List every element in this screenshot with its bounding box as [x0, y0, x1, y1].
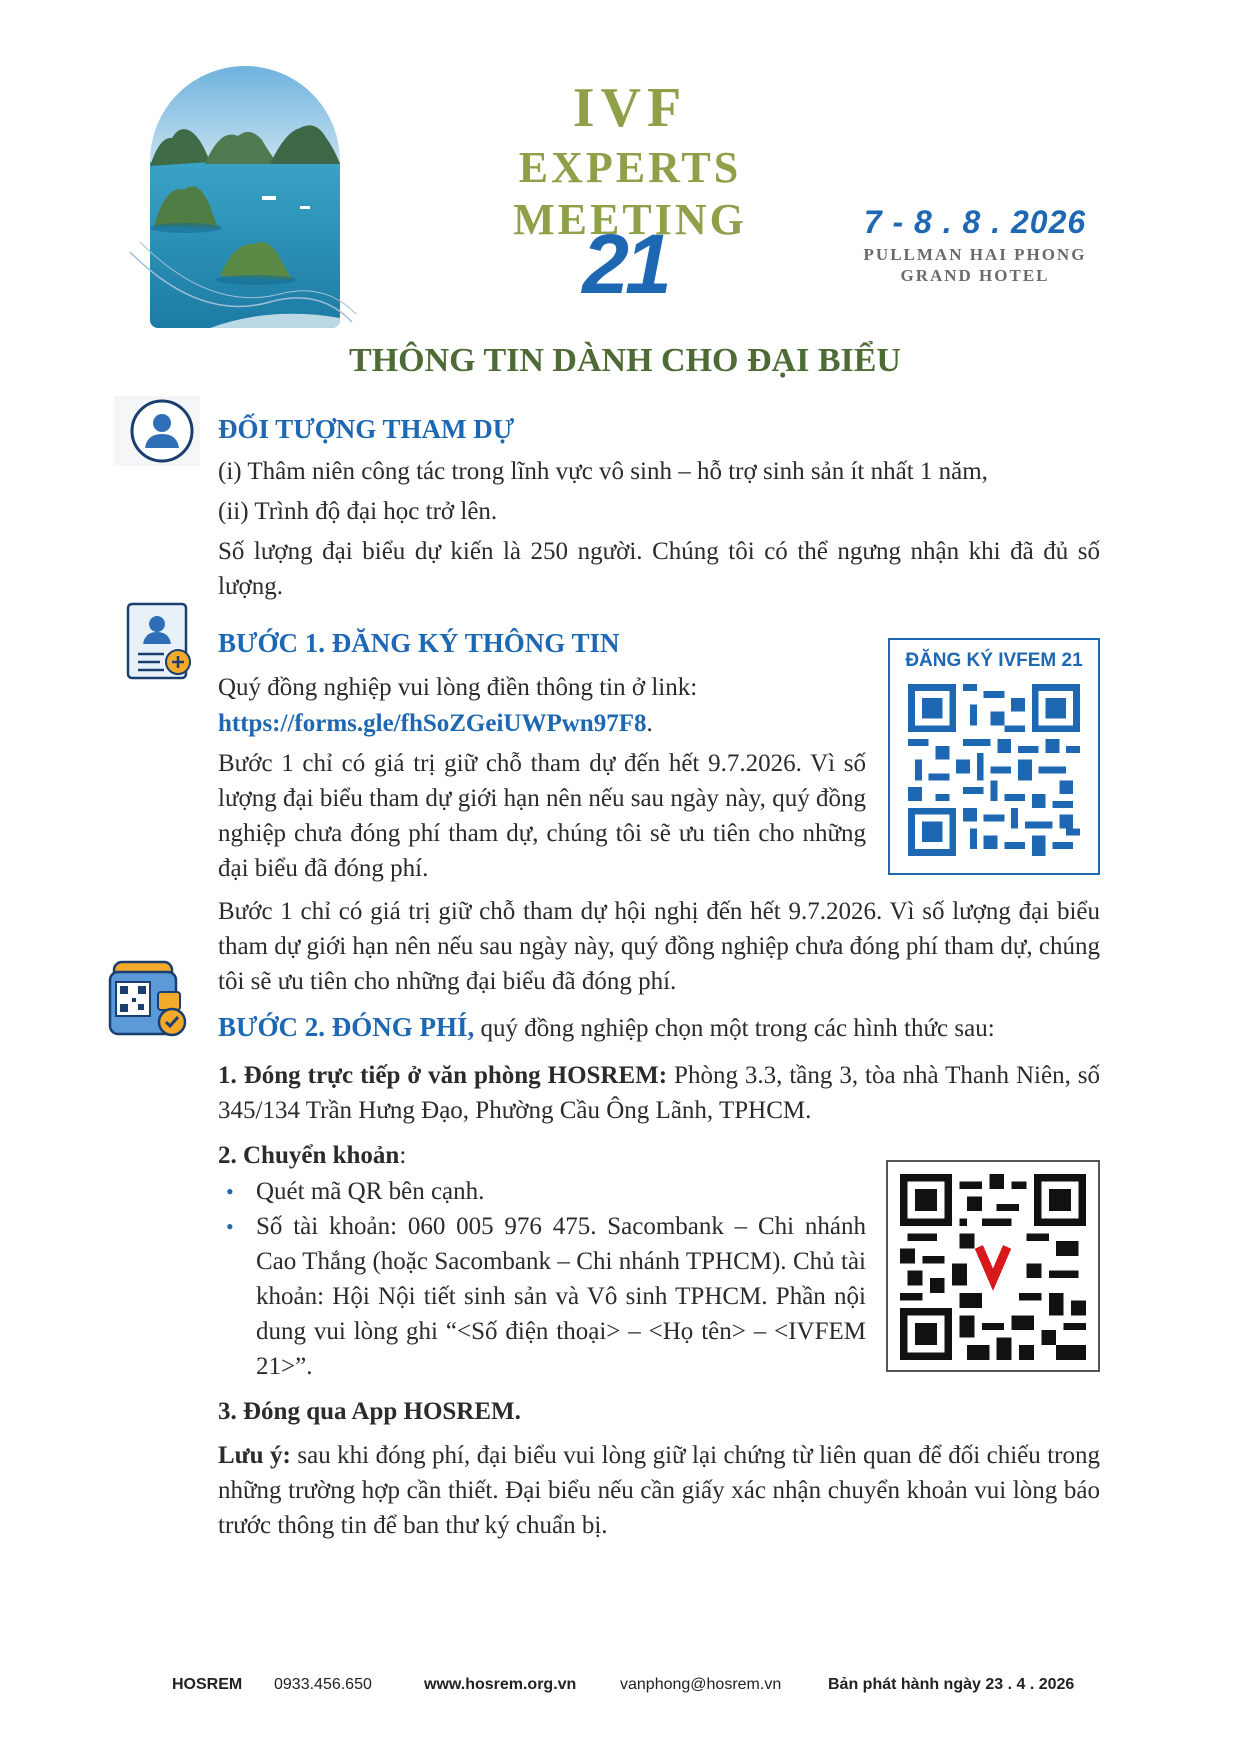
event-edition-number: 21	[582, 217, 668, 311]
registration-link[interactable]: https://forms.gle/fhSoZGeiUWPwn97F8	[218, 710, 647, 737]
footer-phone: 0933.456.650	[274, 1676, 372, 1693]
payment-note-label: Lưu ý:	[218, 1442, 291, 1469]
event-title-experts: EXPERTS	[518, 143, 742, 192]
audience-criterion-2: (ii) Trình độ đại học trở lên.	[218, 498, 498, 525]
step2-heading-rest: quý đồng nghiệp chọn một trong các hình thức sau:	[474, 1015, 995, 1042]
event-title-ivf: IVF	[572, 77, 688, 139]
section-step2-heading: BƯỚC 2. ĐÓNG PHÍ,	[218, 1012, 475, 1042]
payment-note	[218, 1438, 1100, 1543]
footer-email[interactable]: vanphong@hosrem.vn	[620, 1676, 782, 1693]
step1-intro: Quý đồng nghiệp vui lòng điền thông tin ở link:	[218, 674, 698, 701]
payment-option-1-text: Phòng 3.3, tầng 3, tòa nhà Thanh Niên, số 345/134 Trần Hưng Đạo, Phường Cầu Ông Lãnh, TPHCM.	[218, 1062, 1101, 1124]
bank-transfer-list	[218, 1174, 866, 1384]
section-audience-heading: ĐỐI TƯỢNG THAM DỰ	[218, 414, 515, 444]
footer-website[interactable]: www.hosrem.org.vn	[424, 1676, 577, 1693]
payment-qr-box[interactable]	[886, 1160, 1100, 1372]
event-date: 7 - 8 . 8 . 2026	[863, 204, 1087, 240]
event-title-meeting: MEETING	[513, 195, 747, 244]
payment-option-1	[218, 1058, 1100, 1128]
payment-option-1-title: 1. Đóng trực tiếp ở văn phòng HOSREM:	[218, 1062, 668, 1089]
link-period: .	[646, 710, 653, 737]
payment-qr-code	[900, 1174, 1086, 1360]
payment-option-3-title: 3. Đóng qua App HOSREM.	[218, 1398, 521, 1425]
registration-form-icon	[124, 600, 196, 684]
user-profile-icon	[112, 396, 202, 466]
registration-qr-box[interactable]	[888, 638, 1100, 875]
bullet-mark: •	[226, 1214, 234, 1239]
payment-option-2	[218, 1138, 878, 1173]
list-item	[218, 1174, 866, 1209]
wallet-qr-payment-icon	[106, 956, 196, 1046]
step2-heading-line	[218, 1010, 1100, 1046]
event-venue	[840, 244, 1110, 286]
step1-link-line	[218, 706, 878, 741]
section-step1-heading: BƯỚC 1. ĐĂNG KÝ THÔNG TIN	[218, 628, 620, 658]
bank-transfer-step-qr: Quét mã QR bên cạnh.	[256, 1178, 485, 1205]
payment-note-text: sau khi đóng phí, đại biểu vui lòng giữ lại chứng từ liên quan để đối chiếu trong những trường hợp cần thiết. Đại biểu nếu cần giấy xác nhận chuyển khoản vui lòng báo trước thông tin để ban thư ký chuẩn bị.	[218, 1442, 1101, 1539]
page-title: THÔNG TIN DÀNH CHO ĐẠI BIỂU	[349, 342, 901, 379]
bullet-mark: •	[226, 1179, 234, 1204]
bank-account-details: Số tài khoản: 060 005 976 475. Sacombank – Chi nhánh Cao Thắng (hoặc Sacombank – Chi nhánh TPHCM). Chủ tài khoản: Hội Nội tiết sinh sản và Vô sinh TPHCM. Phần nội dung vui lòng ghi “<Số điện thoại> – <Họ tên> – <IVFEM 21>”.	[256, 1213, 866, 1380]
audience-capacity-note: Số lượng đại biểu dự kiến là 250 người. Chúng tôi có thể ngưng nhận khi đã đủ số lượng.	[218, 538, 1100, 600]
venue-line-2: GRAND HOTEL	[900, 266, 1050, 285]
footer-release-date: Bản phát hành ngày 23 . 4 . 2026	[828, 1676, 1075, 1693]
list-item	[218, 1209, 866, 1384]
registration-qr-code	[908, 684, 1080, 856]
step1-paragraph-1: Bước 1 chỉ có giá trị giữ chỗ tham dự đến hết 9.7.2026. Vì số lượng đại biểu tham dự giới hạn nên nếu sau ngày này, quý đồng nghiệp chưa đóng phí tham dự, chúng tôi sẽ ưu tiên cho những đại biểu đã đóng phí.	[218, 750, 866, 882]
footer-org: HOSREM	[172, 1676, 243, 1693]
payment-option-2-colon: :	[399, 1142, 407, 1169]
decorative-wave-lines	[120, 232, 360, 332]
registration-qr-label: ĐĂNG KÝ IVFEM 21	[905, 650, 1083, 671]
step1-paragraph-2: Bước 1 chỉ có giá trị giữ chỗ tham dự hội nghị đến hết 9.7.2026. Vì số lượng đại biểu tham dự giới hạn nên nếu sau ngày này, quý đồng nghiệp chưa đóng phí tham dự, chúng tôi sẽ ưu tiên cho những đại biểu đã đóng phí.	[218, 898, 1100, 995]
payment-option-3	[218, 1394, 1100, 1429]
venue-line-1: PULLMAN HAI PHONG	[863, 245, 1087, 264]
payment-option-2-title: 2. Chuyển khoản	[218, 1142, 400, 1169]
audience-criterion-1: (i) Thâm niên công tác trong lĩnh vực vô sinh – hỗ trợ sinh sản ít nhất 1 năm,	[218, 458, 988, 485]
